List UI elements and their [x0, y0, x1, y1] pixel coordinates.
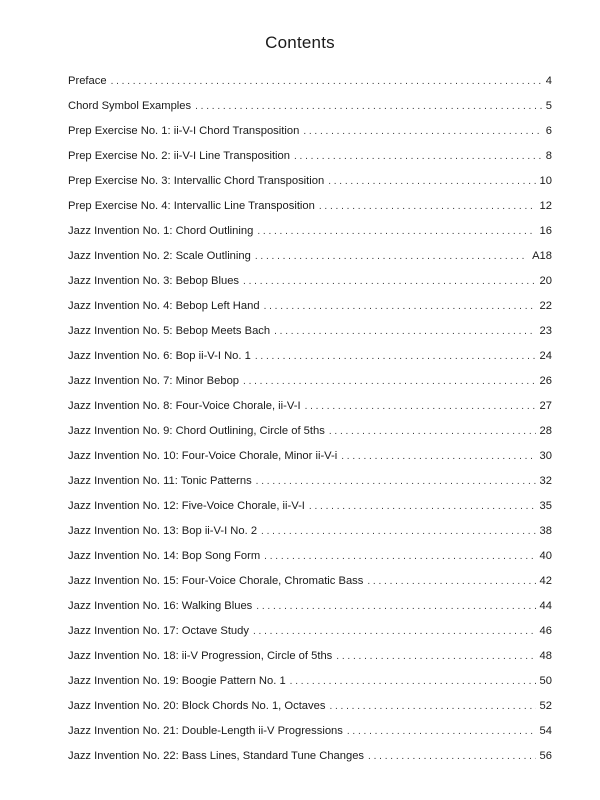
- toc-entry[interactable]: [68, 675, 552, 700]
- dot-leader: [305, 401, 536, 412]
- toc-entry-page-number: 4: [545, 75, 552, 87]
- dot-leader: [253, 626, 536, 637]
- toc-entry-page-number: A18: [532, 250, 552, 262]
- toc-entry-label: Jazz Invention No. 15: Four-Voice Chorale, Chromatic Bass: [68, 575, 364, 587]
- toc-entry[interactable]: [68, 700, 552, 725]
- toc-entry-label: Jazz Invention No. 6: Bop ii-V-I No. 1: [68, 350, 251, 362]
- toc-entry-page-number: 23: [539, 325, 552, 337]
- dot-leader: [329, 701, 535, 712]
- dot-leader: [347, 726, 536, 737]
- toc-entry-page-number: 10: [539, 175, 552, 187]
- dot-leader: [255, 251, 528, 262]
- toc-entry-page-number: 52: [539, 700, 552, 712]
- dot-leader: [264, 551, 535, 562]
- toc-entry[interactable]: [68, 175, 552, 200]
- toc-entry-label: Jazz Invention No. 4: Bebop Left Hand: [68, 300, 260, 312]
- dot-leader: [290, 676, 536, 687]
- toc-entry-label: Jazz Invention No. 18: ii-V Progression, Circle of 5ths: [68, 650, 333, 662]
- toc-entry-label: Jazz Invention No. 5: Bebop Meets Bach: [68, 325, 271, 337]
- toc-entry-page-number: 56: [539, 750, 552, 762]
- toc-entry-label: Jazz Invention No. 22: Bass Lines, Standard Tune Changes: [68, 750, 365, 762]
- toc-entry[interactable]: [68, 125, 552, 150]
- toc-entry[interactable]: [68, 475, 552, 500]
- table-of-contents: [68, 75, 552, 775]
- toc-entry[interactable]: [68, 725, 552, 750]
- dot-leader: [368, 751, 536, 762]
- dot-leader: [329, 426, 536, 437]
- toc-entry-page-number: 22: [539, 300, 552, 312]
- toc-entry-page-number: 26: [539, 375, 552, 387]
- dot-leader: [261, 526, 536, 537]
- toc-entry[interactable]: [68, 300, 552, 325]
- toc-entry-label: Jazz Invention No. 10: Four-Voice Chorale, Minor ii-V-i: [68, 450, 338, 462]
- toc-entry-label: Jazz Invention No. 2: Scale Outlining: [68, 250, 251, 262]
- dot-leader: [328, 176, 535, 187]
- toc-entry-label: Jazz Invention No. 20: Block Chords No. 1, Octaves: [68, 700, 326, 712]
- toc-entry[interactable]: [68, 650, 552, 675]
- toc-entry-page-number: 48: [539, 650, 552, 662]
- dot-leader: [195, 101, 542, 112]
- toc-entry[interactable]: [68, 250, 552, 275]
- toc-entry-page-number: 50: [539, 675, 552, 687]
- dot-leader: [256, 601, 535, 612]
- toc-entry[interactable]: [68, 400, 552, 425]
- toc-entry[interactable]: [68, 550, 552, 575]
- dot-leader: [336, 651, 535, 662]
- toc-entry-label: Preface: [68, 75, 107, 87]
- toc-entry-page-number: 5: [545, 100, 552, 112]
- toc-entry-label: Prep Exercise No. 2: ii-V-I Line Transposition: [68, 150, 290, 162]
- dot-leader: [341, 451, 535, 462]
- dot-leader: [309, 501, 536, 512]
- toc-entry-page-number: 46: [539, 625, 552, 637]
- toc-entry-page-number: 20: [539, 275, 552, 287]
- dot-leader: [256, 476, 536, 487]
- toc-entry[interactable]: [68, 525, 552, 550]
- toc-entry-page-number: 30: [539, 450, 552, 462]
- toc-entry-page-number: 28: [539, 425, 552, 437]
- toc-entry[interactable]: [68, 225, 552, 250]
- dot-leader: [255, 351, 536, 362]
- toc-entry-label: Jazz Invention No. 8: Four-Voice Chorale, ii-V-I: [68, 400, 301, 412]
- toc-entry-label: Jazz Invention No. 3: Bebop Blues: [68, 275, 240, 287]
- toc-entry-label: Jazz Invention No. 12: Five-Voice Chorale, ii-V-I: [68, 500, 305, 512]
- dot-leader: [257, 226, 535, 237]
- toc-entry-label: Prep Exercise No. 3: Intervallic Chord Transposition: [68, 175, 325, 187]
- dot-leader: [367, 576, 535, 587]
- dot-leader: [243, 376, 536, 387]
- toc-entry[interactable]: [68, 750, 552, 775]
- toc-entry-page-number: 16: [539, 225, 552, 237]
- toc-entry-page-number: 24: [539, 350, 552, 362]
- toc-entry-page-number: 35: [539, 500, 552, 512]
- toc-entry-page-number: 54: [539, 725, 552, 737]
- toc-entry[interactable]: [68, 275, 552, 300]
- dot-leader: [111, 76, 542, 87]
- toc-entry-page-number: 44: [539, 600, 552, 612]
- toc-entry-label: Jazz Invention No. 14: Bop Song Form: [68, 550, 261, 562]
- dot-leader: [264, 301, 536, 312]
- toc-entry[interactable]: [68, 100, 552, 125]
- toc-entry[interactable]: [68, 75, 552, 100]
- toc-entry-label: Jazz Invention No. 1: Chord Outlining: [68, 225, 254, 237]
- toc-entry-label: Jazz Invention No. 7: Minor Bebop: [68, 375, 240, 387]
- toc-entry[interactable]: [68, 575, 552, 600]
- dot-leader: [274, 326, 535, 337]
- toc-entry-label: Prep Exercise No. 4: Intervallic Line Transposition: [68, 200, 315, 212]
- toc-entry-page-number: 12: [539, 200, 552, 212]
- page-title: Contents: [265, 33, 335, 52]
- toc-entry[interactable]: [68, 200, 552, 225]
- toc-entry[interactable]: [68, 425, 552, 450]
- toc-entry-page-number: 38: [539, 525, 552, 537]
- toc-entry-label: Prep Exercise No. 1: ii-V-I Chord Transposition: [68, 125, 300, 137]
- toc-entry[interactable]: [68, 325, 552, 350]
- toc-entry-label: Jazz Invention No. 17: Octave Study: [68, 625, 249, 637]
- toc-entry-page-number: 32: [539, 475, 552, 487]
- toc-entry-label: Jazz Invention No. 21: Double-Length ii-V Progressions: [68, 725, 343, 737]
- toc-entry[interactable]: [68, 150, 552, 175]
- toc-entry[interactable]: [68, 625, 552, 650]
- toc-entry-label: Jazz Invention No. 11: Tonic Patterns: [68, 475, 252, 487]
- toc-entry-page-number: 27: [539, 400, 552, 412]
- toc-entry-label: Jazz Invention No. 16: Walking Blues: [68, 600, 253, 612]
- toc-entry-label: Chord Symbol Examples: [68, 100, 192, 112]
- toc-entry-label: Jazz Invention No. 13: Bop ii-V-I No. 2: [68, 525, 258, 537]
- toc-entry[interactable]: [68, 450, 552, 475]
- toc-entry-page-number: 42: [539, 575, 552, 587]
- toc-entry[interactable]: [68, 375, 552, 400]
- dot-leader: [243, 276, 536, 287]
- toc-entry[interactable]: [68, 500, 552, 525]
- dot-leader: [319, 201, 536, 212]
- toc-entry-label: Jazz Invention No. 9: Chord Outlining, Circle of 5ths: [68, 425, 325, 437]
- toc-entry[interactable]: [68, 600, 552, 625]
- toc-entry-page-number: 8: [545, 150, 552, 162]
- dot-leader: [294, 151, 542, 162]
- dot-leader: [303, 126, 541, 137]
- toc-entry-label: Jazz Invention No. 19: Boogie Pattern No. 1: [68, 675, 286, 687]
- toc-entry-page-number: 6: [545, 125, 552, 137]
- toc-entry-page-number: 40: [539, 550, 552, 562]
- toc-entry[interactable]: [68, 350, 552, 375]
